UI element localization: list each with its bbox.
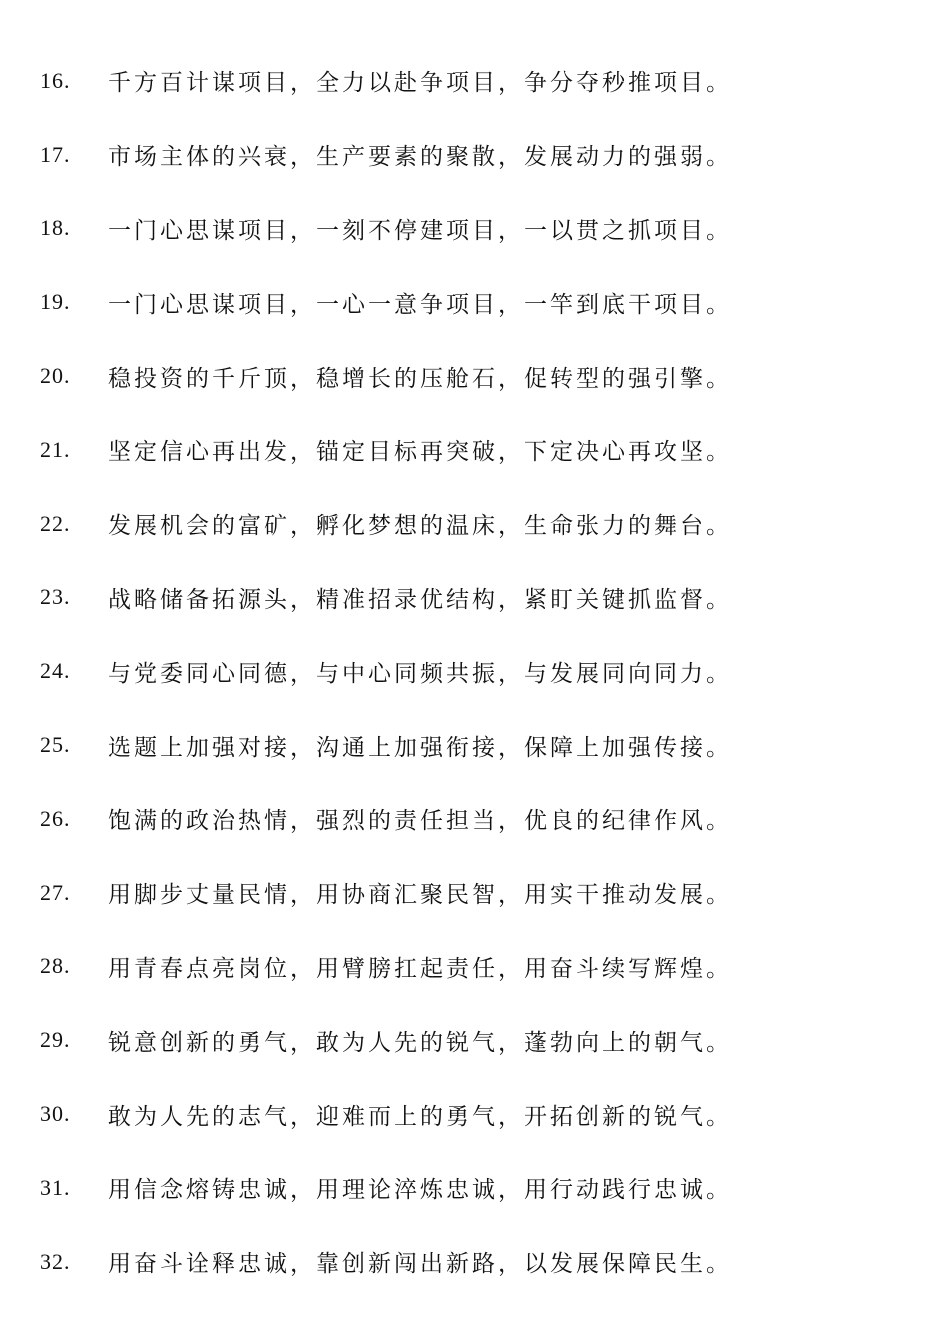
item-number: 29. <box>40 1027 71 1053</box>
item-number: 21. <box>40 436 71 462</box>
item-number: 25. <box>40 732 71 758</box>
item-text: 坚定信心再出发，锚定目标再突破，下定决心再攻坚。 <box>108 439 732 466</box>
item-text: 与党委同心同德，与中心同频共振，与发展同向同力。 <box>108 660 732 687</box>
item-text: 用脚步丈量民情，用协商汇聚民智，用实干推动发展。 <box>108 882 732 909</box>
item-number: 18. <box>40 215 71 241</box>
item-text: 一门心思谋项目，一刻不停建项目，一以贯之抓项目。 <box>108 217 732 244</box>
item-number: 26. <box>40 805 71 831</box>
item-text: 战略储备拓源头，精准招录优结构，紧盯关键抓监督。 <box>108 586 732 613</box>
list-item <box>40 413 920 487</box>
item-text: 千方百计谋项目，全力以赴争项目，争分夺秒推项目。 <box>108 70 732 97</box>
list-item <box>40 782 920 856</box>
item-number: 23. <box>40 584 71 610</box>
item-text: 发展机会的富矿，孵化梦想的温床，生命张力的舞台。 <box>108 513 732 540</box>
item-text: 用奋斗诠释忠诚，靠创新闯出新路，以发展保障民生。 <box>108 1251 732 1278</box>
item-text: 饱满的政治热情，强烈的责任担当，优良的纪律作风。 <box>108 808 732 835</box>
item-text: 稳投资的千斤顶，稳增长的压舱石，促转型的强引擎。 <box>108 365 732 392</box>
item-number: 31. <box>40 1174 71 1200</box>
item-number: 16. <box>40 67 71 93</box>
list-item <box>40 561 920 635</box>
item-text: 市场主体的兴衰，生产要素的聚散，发展动力的强弱。 <box>108 144 732 171</box>
item-number: 19. <box>40 289 71 315</box>
item-number: 27. <box>40 879 71 905</box>
item-number: 20. <box>40 363 71 389</box>
list-item <box>40 192 920 266</box>
item-text: 用信念熔铸忠诚，用理论淬炼忠诚，用行动践行忠诚。 <box>108 1177 732 1204</box>
item-number: 22. <box>40 510 71 536</box>
item-number: 28. <box>40 953 71 979</box>
list-item <box>40 856 920 930</box>
list-item <box>40 44 920 118</box>
list-item <box>40 1077 920 1151</box>
list-item <box>40 487 920 561</box>
item-text: 用青春点亮岗位，用臂膀扛起责任，用奋斗续写辉煌。 <box>108 955 732 982</box>
item-number: 17. <box>40 141 71 167</box>
item-text: 一门心思谋项目，一心一意争项目，一竿到底干项目。 <box>108 291 732 318</box>
list-item <box>40 1003 920 1077</box>
list-item <box>40 930 920 1004</box>
list-item <box>40 1225 920 1299</box>
item-number: 30. <box>40 1101 71 1127</box>
list-item <box>40 708 920 782</box>
numbered-phrase-list <box>40 44 920 1299</box>
list-item <box>40 265 920 339</box>
item-text: 锐意创新的勇气，敢为人先的锐气，蓬勃向上的朝气。 <box>108 1029 732 1056</box>
list-item <box>40 1151 920 1225</box>
list-item <box>40 634 920 708</box>
list-item <box>40 339 920 413</box>
item-number: 24. <box>40 658 71 684</box>
list-item <box>40 118 920 192</box>
item-text: 选题上加强对接，沟通上加强衔接，保障上加强传接。 <box>108 734 732 761</box>
item-text: 敢为人先的志气，迎难而上的勇气，开拓创新的锐气。 <box>108 1103 732 1130</box>
item-number: 32. <box>40 1248 71 1274</box>
